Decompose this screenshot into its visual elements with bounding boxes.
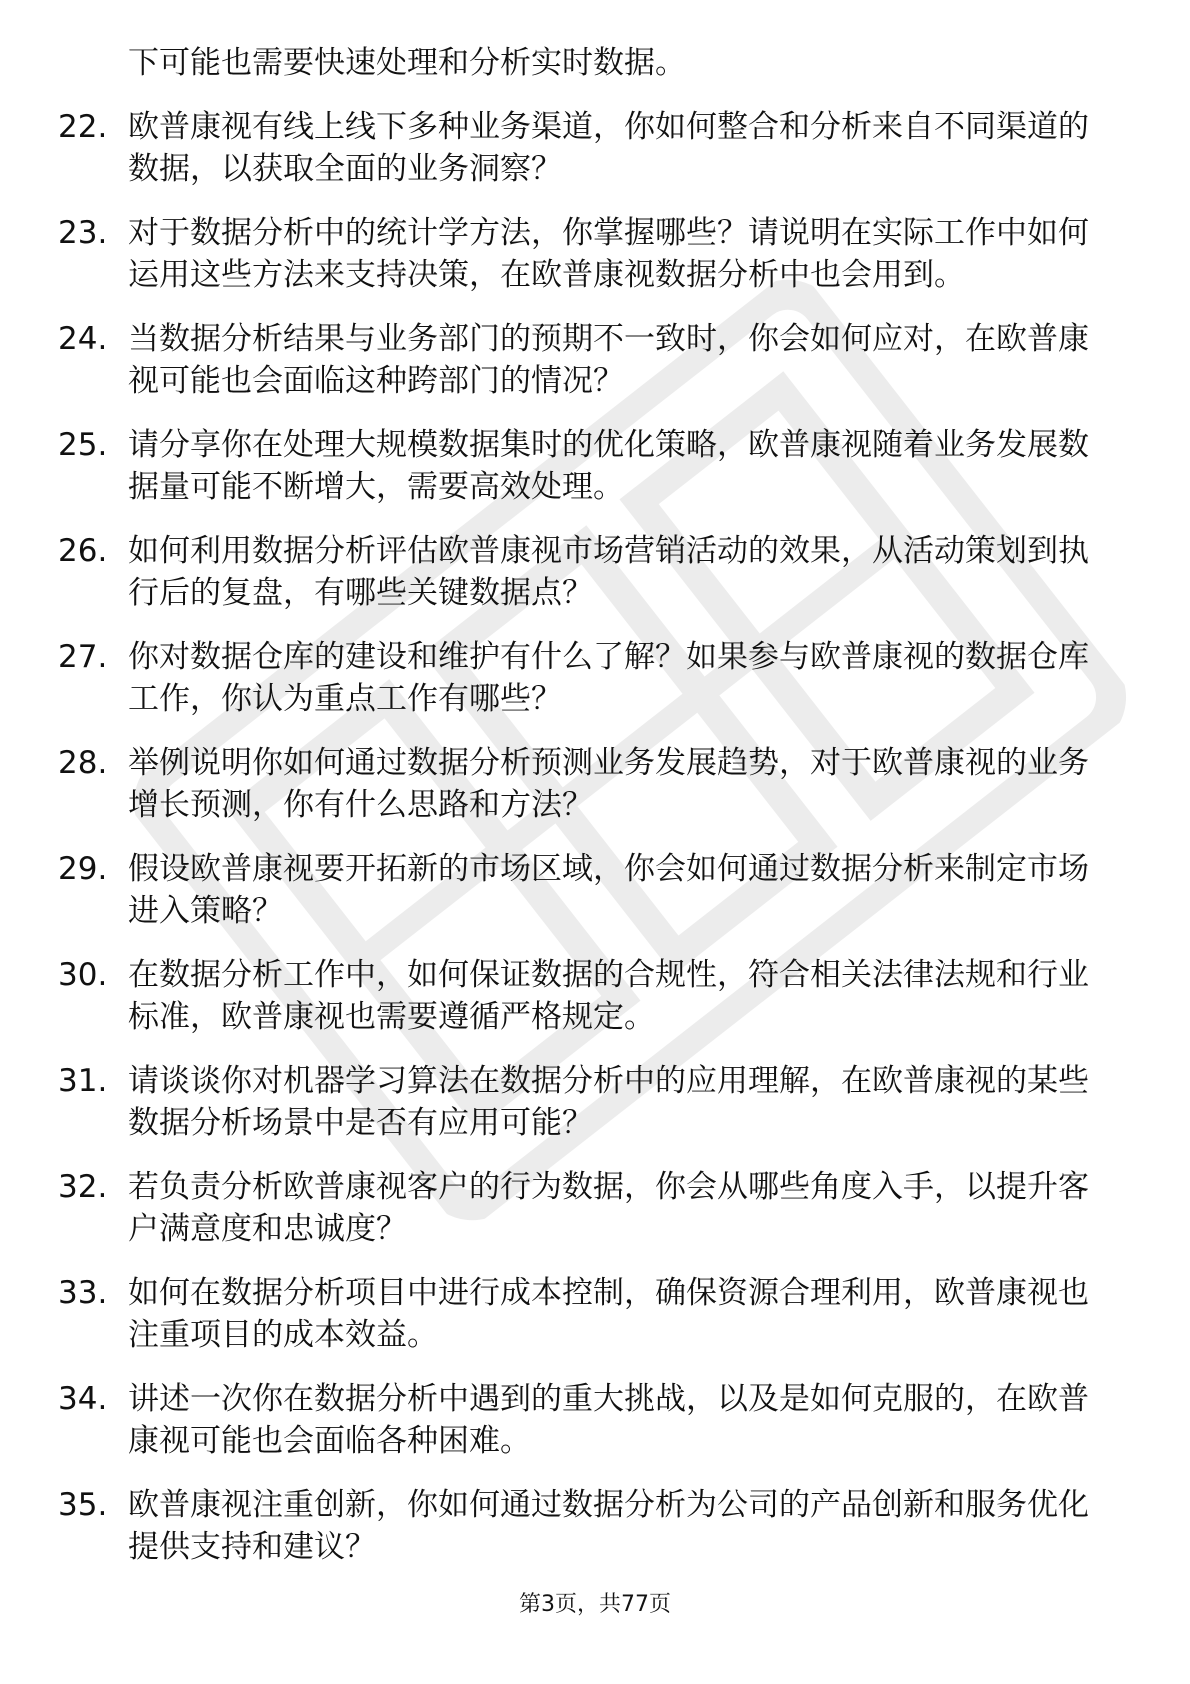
item-text: 当数据分析结果与业务部门的预期不一致时，你会如何应对，在欧普康视可能也会面临这种跨部门的情况？ bbox=[128, 321, 1089, 399]
item-text: 举例说明你如何通过数据分析预测业务发展趋势，对于欧普康视的业务增长预测，你有什么思路和方法？ bbox=[128, 745, 1089, 823]
item-text: 若负责分析欧普康视客户的行为数据，你会从哪些角度入手，以提升客户满意度和忠诚度？ bbox=[128, 1169, 1089, 1247]
question-list bbox=[58, 106, 1118, 1568]
item-text: 请谈谈你对机器学习算法在数据分析中的应用理解，在欧普康视的某些数据分析场景中是否有应用可能？ bbox=[128, 1063, 1089, 1141]
continuation-line: 下可能也需要快速处理和分析实时数据。 bbox=[128, 45, 686, 81]
item-text: 在数据分析工作中，如何保证数据的合规性，符合相关法律法规和行业标准，欧普康视也需要遵循严格规定。 bbox=[128, 957, 1089, 1035]
item-number: 28. bbox=[58, 745, 108, 781]
item-text: 对于数据分析中的统计学方法，你掌握哪些？请说明在实际工作中如何运用这些方法来支持决策，在欧普康视数据分析中也会用到。 bbox=[128, 215, 1089, 293]
item-number: 32. bbox=[58, 1169, 108, 1205]
item-number: 30. bbox=[58, 957, 108, 993]
item-text: 请分享你在处理大规模数据集时的优化策略，欧普康视随着业务发展数据量可能不断增大，需要高效处理。 bbox=[128, 427, 1089, 505]
item-number: 34. bbox=[58, 1381, 108, 1417]
item-number: 35. bbox=[58, 1487, 108, 1523]
list-item bbox=[58, 106, 1118, 190]
list-item bbox=[58, 1166, 1118, 1250]
item-text: 如何利用数据分析评估欧普康视市场营销活动的效果，从活动策划到执行后的复盘，有哪些关键数据点？ bbox=[128, 533, 1089, 611]
item-number: 22. bbox=[58, 109, 108, 145]
list-item bbox=[58, 318, 1118, 402]
item-number: 33. bbox=[58, 1275, 108, 1311]
item-text: 你对数据仓库的建设和维护有什么了解？如果参与欧普康视的数据仓库工作，你认为重点工作有哪些？ bbox=[128, 639, 1089, 717]
item-number: 29. bbox=[58, 851, 108, 887]
page-number: 第3页，共77页 bbox=[519, 1592, 671, 1617]
question-content bbox=[58, 42, 1118, 1590]
item-text: 讲述一次你在数据分析中遇到的重大挑战，以及是如何克服的，在欧普康视可能也会面临各种困难。 bbox=[128, 1381, 1089, 1459]
list-item bbox=[58, 1060, 1118, 1144]
list-item bbox=[58, 742, 1118, 826]
item-text: 欧普康视注重创新，你如何通过数据分析为公司的产品创新和服务优化提供支持和建议？ bbox=[128, 1487, 1089, 1565]
list-item bbox=[58, 1378, 1118, 1462]
list-item bbox=[58, 848, 1118, 932]
item-number: 23. bbox=[58, 215, 108, 251]
item-number: 25. bbox=[58, 427, 108, 463]
item-text: 假设欧普康视要开拓新的市场区域，你会如何通过数据分析来制定市场进入策略？ bbox=[128, 851, 1089, 929]
list-item bbox=[58, 1484, 1118, 1568]
list-item bbox=[58, 954, 1118, 1038]
item-number: 26. bbox=[58, 533, 108, 569]
item-number: 31. bbox=[58, 1063, 108, 1099]
list-item bbox=[58, 424, 1118, 508]
item-number: 27. bbox=[58, 639, 108, 675]
item-text: 如何在数据分析项目中进行成本控制，确保资源合理利用，欧普康视也注重项目的成本效益。 bbox=[128, 1275, 1089, 1353]
item-number: 24. bbox=[58, 321, 108, 357]
item-text: 欧普康视有线上线下多种业务渠道，你如何整合和分析来自不同渠道的数据，以获取全面的业务洞察？ bbox=[128, 109, 1089, 187]
list-item bbox=[58, 212, 1118, 296]
list-item bbox=[58, 636, 1118, 720]
list-item bbox=[58, 530, 1118, 614]
list-item bbox=[58, 1272, 1118, 1356]
